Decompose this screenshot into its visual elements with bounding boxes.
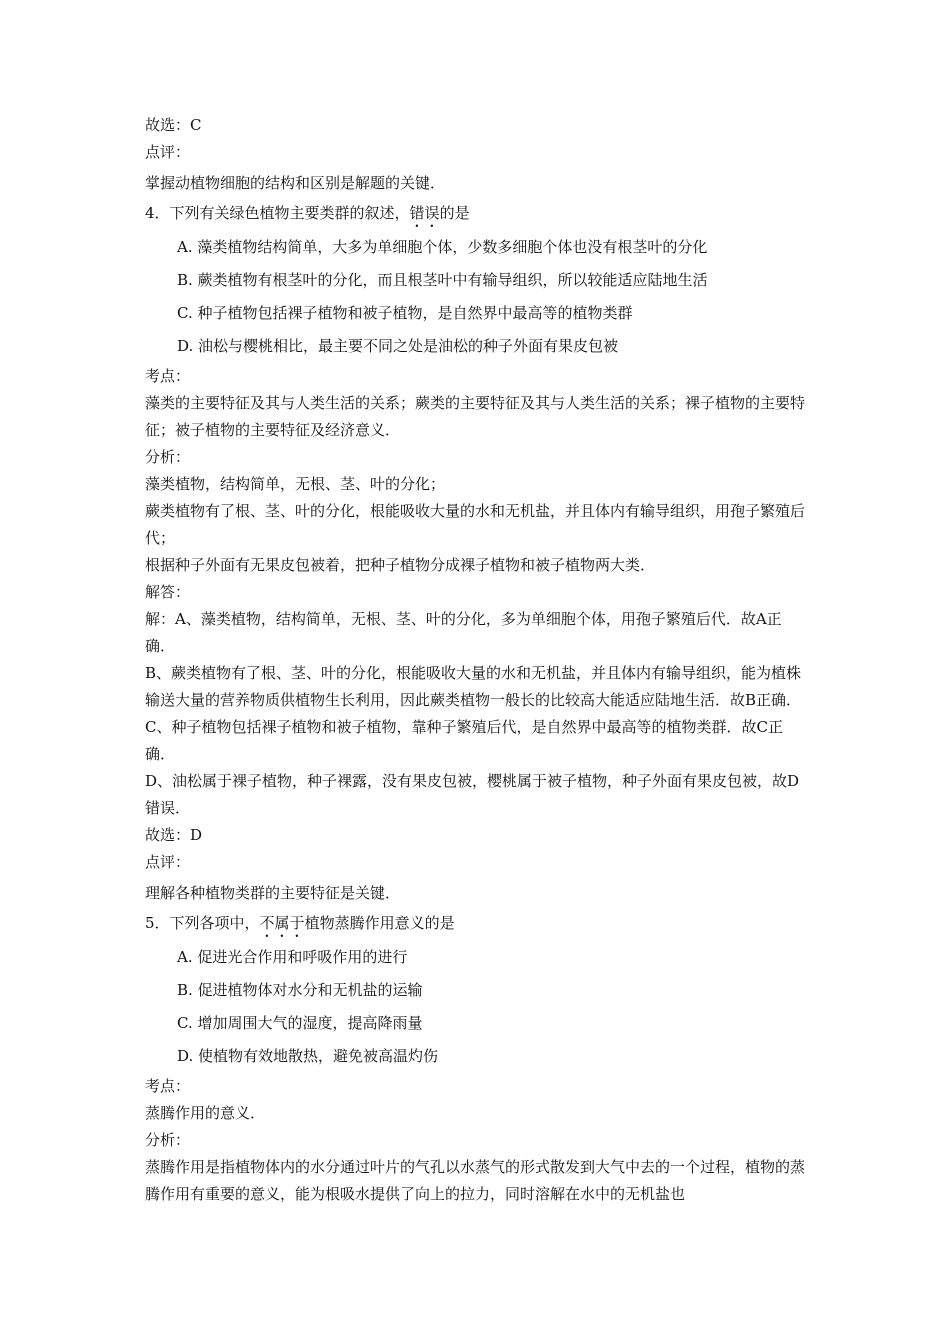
document-page xyxy=(145,112,810,1208)
jieda-label-q4: 解答： xyxy=(145,583,191,601)
question-4-option-c: C. 种子植物包括裸子植物和被子植物，是自然界中最高等的植物类群 xyxy=(177,304,633,322)
comment-label-q3: 点评： xyxy=(145,143,191,161)
kaodian-label-q5: 考点： xyxy=(145,1077,191,1095)
answer-line-q3: 故选：C xyxy=(145,116,202,134)
question-5-emphasis: 不属于 xyxy=(259,914,305,932)
jieda-para-q4-b: B、蕨类植物有了根、茎、叶的分化，根能吸收大量的水和无机盐，并且体内有输导组织，能为植株输送大量的营养物质供植物生长利用，因此蕨类植物一般长的比较高大能适应陆地生活．故B正确． xyxy=(145,664,802,709)
question-5-option-c: C. 增加周围大气的湿度，提高降雨量 xyxy=(177,1014,423,1032)
fenxi-line-q4-1: 藻类植物，结构简单，无根、茎、叶的分化； xyxy=(145,475,446,493)
question-4-option-d: D. 油松与樱桃相比，最主要不同之处是油松的种子外面有果皮包被 xyxy=(177,337,619,355)
question-5-option-b: B. 促进植物体对水分和无机盐的运输 xyxy=(177,981,423,999)
fenxi-line-q4-3: 根据种子外面有无果皮包被着，把种子植物分成裸子植物和被子植物两大类． xyxy=(145,556,656,574)
comment-text-q3: 掌握动植物细胞的结构和区别是解题的关键． xyxy=(145,174,446,192)
question-5-stem: 5．下列各项中，不属于植物蒸腾作用意义的是 xyxy=(145,914,455,932)
question-5-option-d: D. 使植物有效地散热，避免被高温灼伤 xyxy=(177,1047,439,1065)
kaodian-text-q5: 蒸腾作用的意义． xyxy=(145,1104,266,1122)
kaodian-label-q4: 考点： xyxy=(145,367,191,385)
answer-line-q4: 故选：D xyxy=(145,826,203,844)
fenxi-line-q4-2: 蕨类植物有了根、茎、叶的分化，根能吸收大量的水和无机盐，并且体内有输导组织，用孢子繁殖后代； xyxy=(145,502,806,547)
jieda-para-q4-c: C、种子植物包括裸子植物和被子植物，靠种子繁殖后代，是自然界中最高等的植物类群．故C正确． xyxy=(145,718,783,763)
jieda-para-q4-a: 解：A、藻类植物，结构简单，无根、茎、叶的分化，多为单细胞个体，用孢子繁殖后代．故A正确． xyxy=(145,610,782,655)
fenxi-label-q5: 分析： xyxy=(145,1131,191,1149)
question-4-stem: 4．下列有关绿色植物主要类群的叙述，错误的是 xyxy=(145,204,470,222)
jieda-para-q4-d: D、油松属于裸子植物，种子裸露，没有果皮包被，樱桃属于被子植物，种子外面有果皮包被，故D错误． xyxy=(145,772,800,817)
question-4-option-a: A. 藻类植物结构简单，大多为单细胞个体，少数多细胞个体也没有根茎叶的分化 xyxy=(177,238,708,256)
question-4-emphasis: 错误 xyxy=(409,204,440,222)
question-5-option-a: A. 促进光合作用和呼吸作用的进行 xyxy=(177,948,408,966)
fenxi-label-q4: 分析： xyxy=(145,448,191,466)
fenxi-text-q5: 蒸腾作用是指植物体内的水分通过叶片的气孔以水蒸气的形式散发到大气中去的一个过程，植物的蒸腾作用有重要的意义，能为根吸水提供了向上的拉力，同时溶解在水中的无机盐也 xyxy=(145,1158,806,1203)
kaodian-text-q4: 藻类的主要特征及其与人类生活的关系；蕨类的主要特征及其与人类生活的关系；裸子植物的主要特征；被子植物的主要特征及经济意义． xyxy=(145,394,806,439)
comment-label-q4: 点评： xyxy=(145,853,191,871)
question-4-option-b: B. 蕨类植物有根茎叶的分化，而且根茎叶中有输导组织，所以较能适应陆地生活 xyxy=(177,271,708,289)
comment-text-q4: 理解各种植物类群的主要特征是关键． xyxy=(145,884,401,902)
